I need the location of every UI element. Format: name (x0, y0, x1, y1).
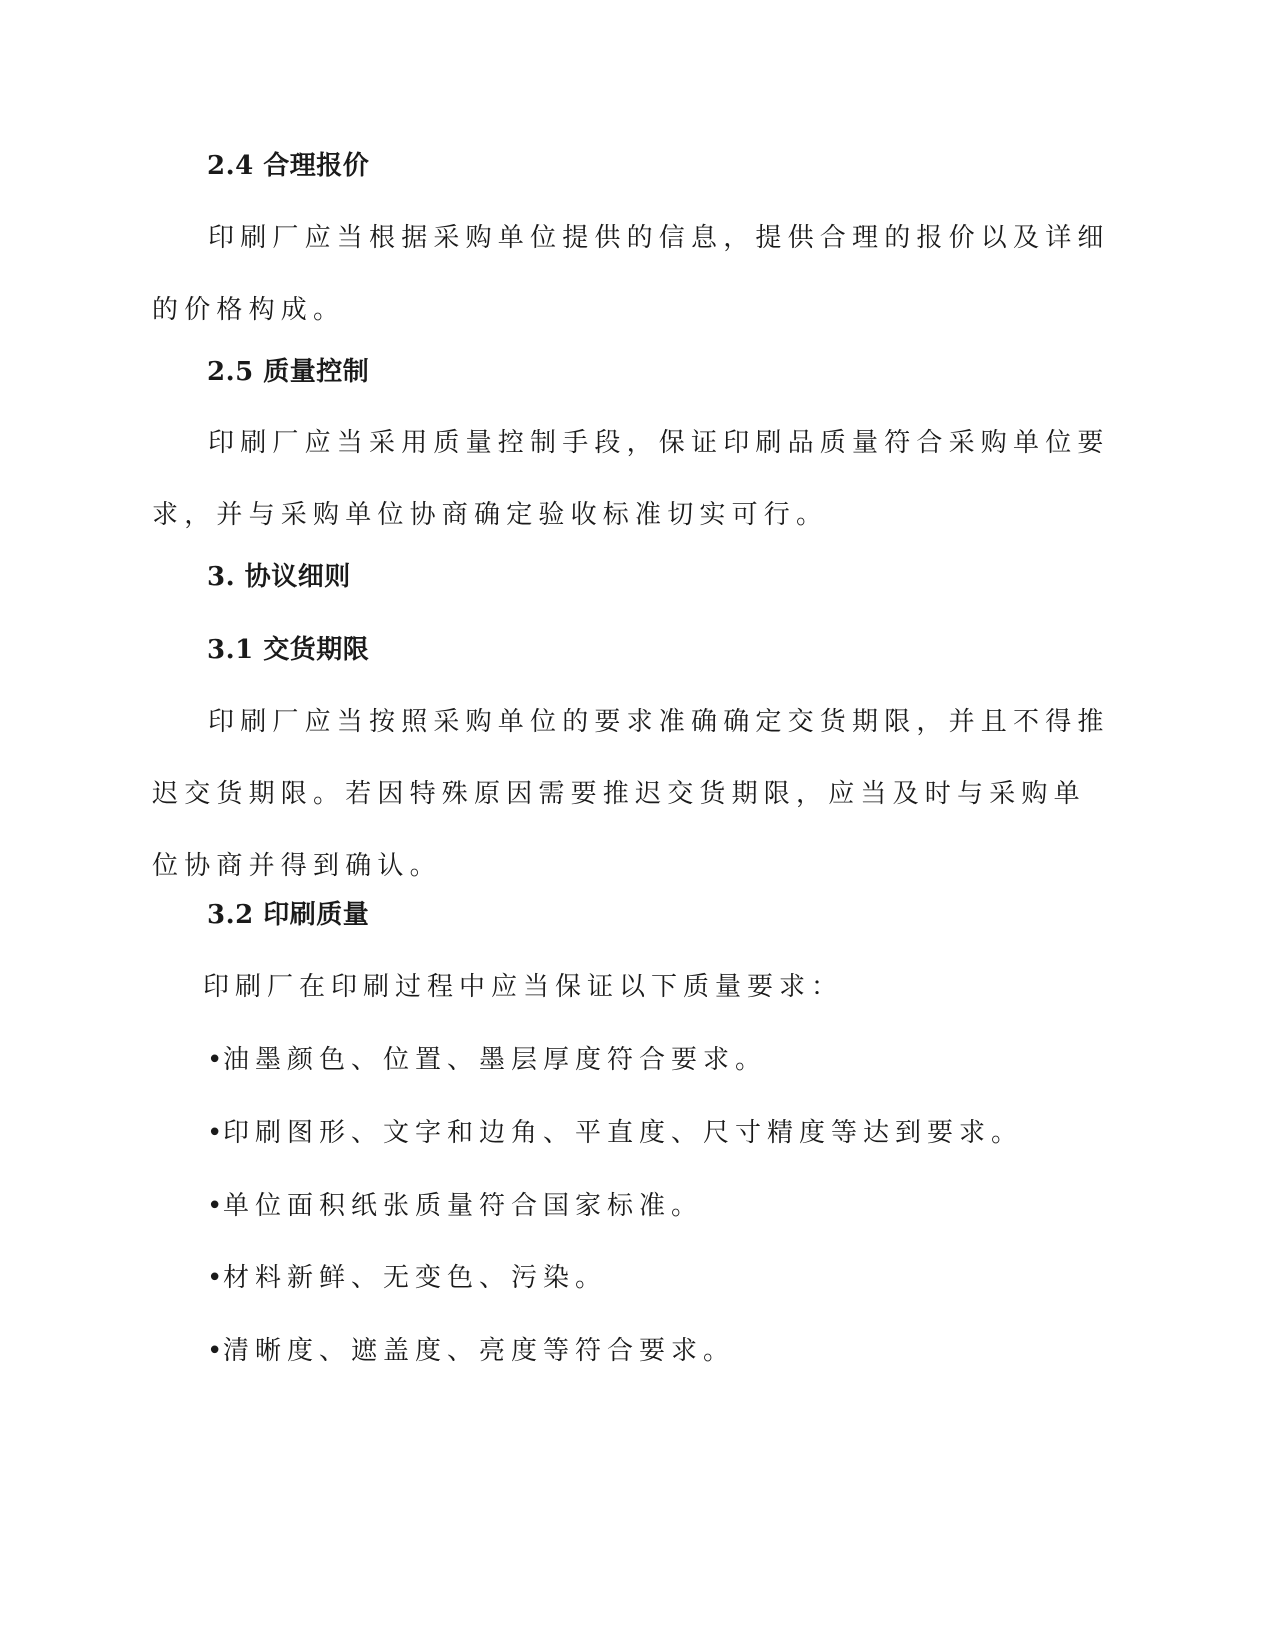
section-3-1-body: 印刷厂应当按照采购单位的要求准确确定交货期限，并且不得推迟交货期限。若因特殊原因需要推迟交货期限，应当及时与采购单位协商并得到确认。 (152, 707, 1110, 881)
section-3-2-heading: 3.2 印刷质量 (207, 900, 370, 930)
section-3-1-heading: 3.1 交货期限 (207, 635, 370, 665)
list-item-text: 清晰度、遮盖度、亮度等符合要求。 (223, 1336, 736, 1366)
list-item (207, 1186, 703, 1226)
section-3-heading: 3. 协议细则 (207, 562, 351, 592)
list-item-text: 单位面积纸张质量符合国家标准。 (223, 1191, 704, 1221)
list-item (207, 1040, 767, 1080)
bullet-marker: • (207, 1118, 223, 1148)
bullet-marker: • (207, 1336, 223, 1366)
list-item-text: 油墨颜色、位置、墨层厚度符合要求。 (223, 1045, 768, 1075)
bullet-marker: • (207, 1263, 223, 1293)
bullet-marker: • (207, 1045, 223, 1075)
list-item (207, 1258, 607, 1298)
section-2-4-body: 印刷厂应当根据采购单位提供的信息，提供合理的报价以及详细的价格构成。 (152, 223, 1110, 325)
section-2-5-body: 印刷厂应当采用质量控制手段，保证印刷品质量符合采购单位要求，并与采购单位协商确定验收标准切实可行。 (152, 428, 1110, 530)
list-item-text: 印刷图形、文字和边角、平直度、尺寸精度等达到要求。 (223, 1118, 1024, 1148)
list-item (207, 1113, 1023, 1153)
section-2-4-heading: 2.4 合理报价 (207, 151, 370, 181)
list-item (207, 1331, 735, 1371)
section-3-2-intro: 印刷厂在印刷过程中应当保证以下质量要求： (203, 972, 844, 1002)
section-2-5-heading: 2.5 质量控制 (207, 357, 370, 387)
bullet-marker: • (207, 1191, 223, 1221)
list-item-text: 材料新鲜、无变色、污染。 (223, 1263, 608, 1293)
